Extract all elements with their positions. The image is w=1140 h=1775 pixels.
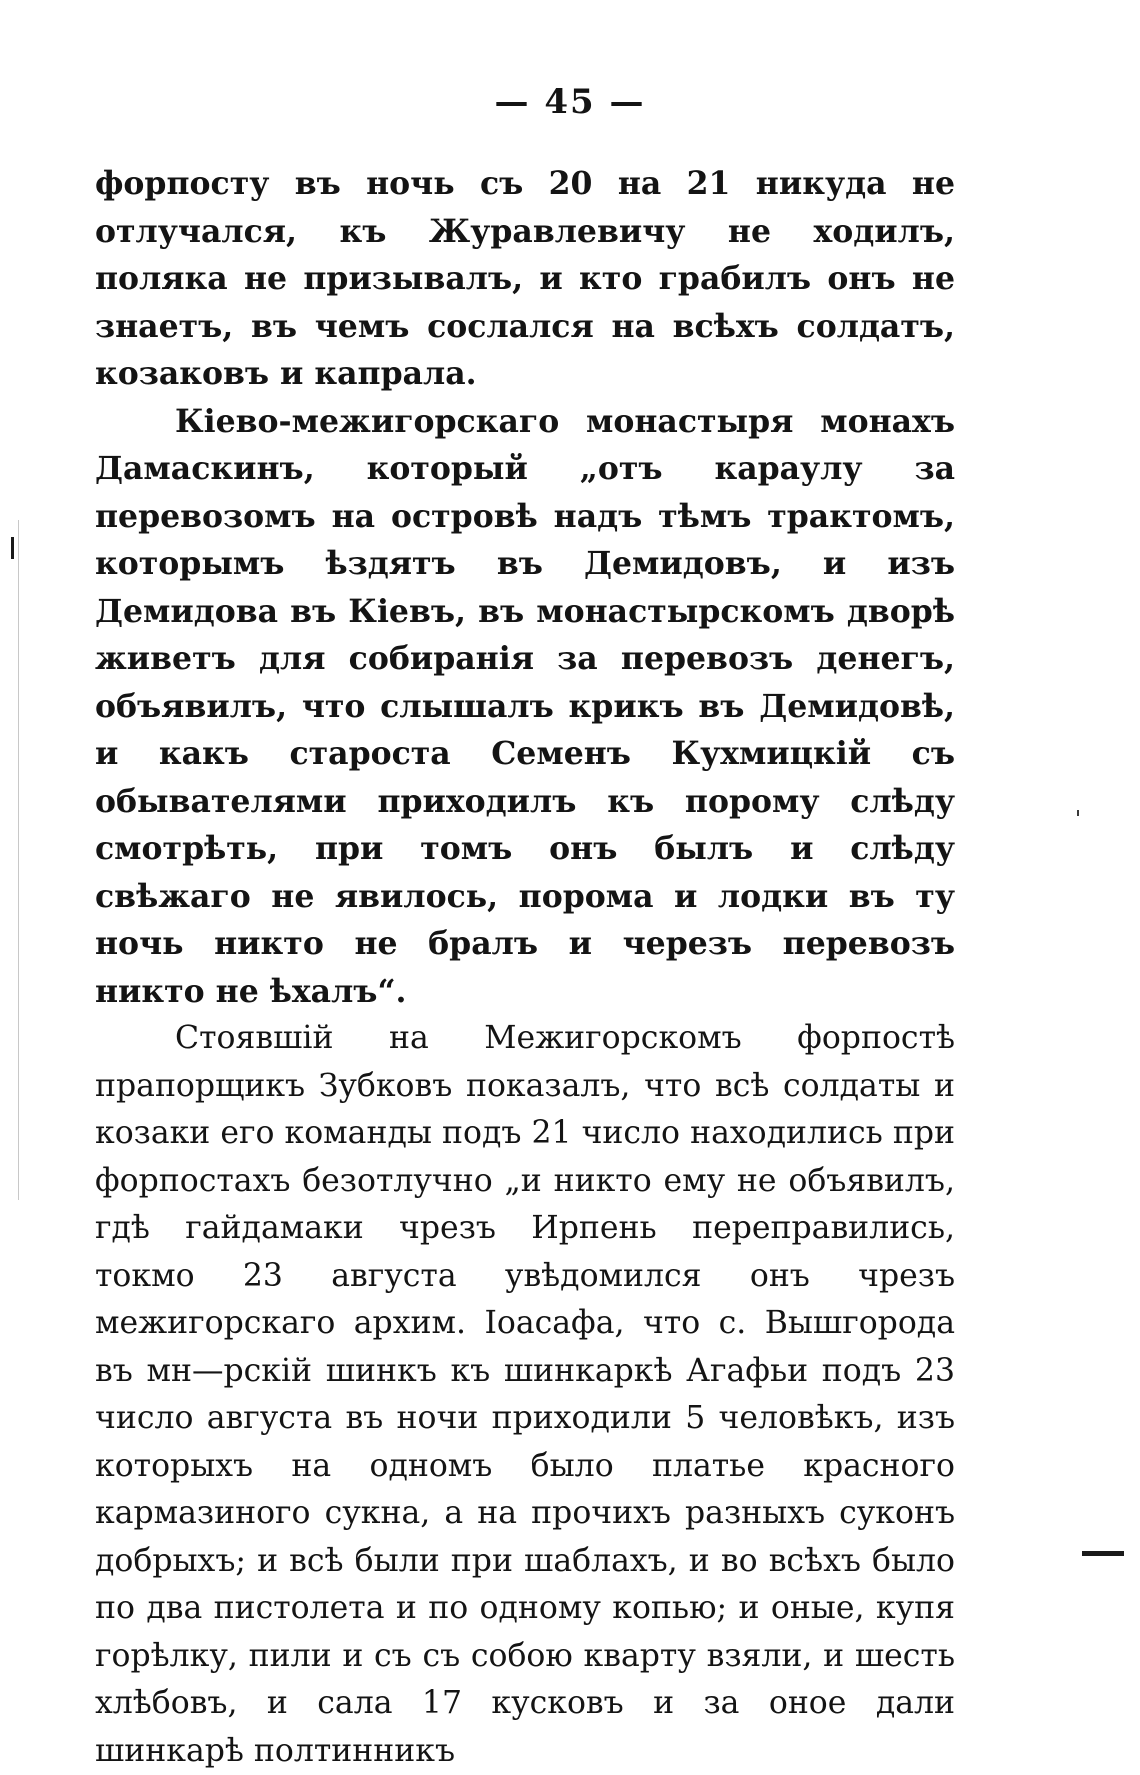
scan-edge-dash bbox=[1082, 1551, 1124, 1556]
body-text bbox=[95, 160, 955, 1775]
scan-edge-line bbox=[18, 520, 19, 1200]
scan-speck bbox=[1077, 810, 1079, 816]
paragraph-2: Кіево-межигорскаго монастыря монахъ Дамаскинъ, который „отъ караулу за перевозомъ на островѣ надъ тѣмъ трактомъ, которымъ ѣздятъ въ Демидовъ, и изъ Демидова въ Кіевъ, въ монастырскомъ дворѣ живетъ для собиранія за перевозъ денегъ, объявилъ, что слышалъ крикъ въ Демидовѣ, и какъ староста Семенъ Кухмицкій съ обывателями приходилъ къ порому слѣду смотрѣть, при томъ онъ былъ и слѣду свѣжаго не явилось, порома и лодки въ ту ночь никто не бралъ и черезъ перевозъ никто не ѣхалъ“. bbox=[95, 402, 955, 1010]
scan-margin-mark bbox=[11, 537, 14, 559]
paragraph-1: форпосту въ ночь съ 20 на 21 никуда не отлучался, къ Журавлевичу не ходилъ, поляка не призывалъ, и кто грабилъ онъ не знаетъ, въ чемъ сослался на всѣхъ солдатъ, козаковъ и капрала. bbox=[95, 165, 955, 392]
paragraph-3: Стоявшій на Межигорскомъ форпостѣ прапорщикъ Зубковъ показалъ, что всѣ солдаты и козаки его команды подъ 21 число находились при форпостахъ безотлучно „и никто ему не объявилъ, гдѣ гайдамаки чрезъ Ирпень переправились, токмо 23 августа увѣдомился онъ чрезъ межигорскаго архим. Іоасафа, что с. Вышгорода въ мн—рскій шинкъ къ шинкаркѣ Агафьи подъ 23 число августа въ ночи приходили 5 человѣкъ, изъ которыхъ на одномъ было платье красного кармазиного сукна, а на прочихъ разныхъ суконъ добрыхъ; и всѣ были при шаблахъ, и во всѣхъ было по два пистолета и по одному копью; и оные, купя горѣлку, пили и съ съ собою кварту взяли, и шесть хлѣбовъ, и сала 17 кусковъ и за оное дали шинкарѣ полтинникъ bbox=[95, 1020, 955, 1769]
page-number: — 45 — bbox=[494, 82, 646, 122]
